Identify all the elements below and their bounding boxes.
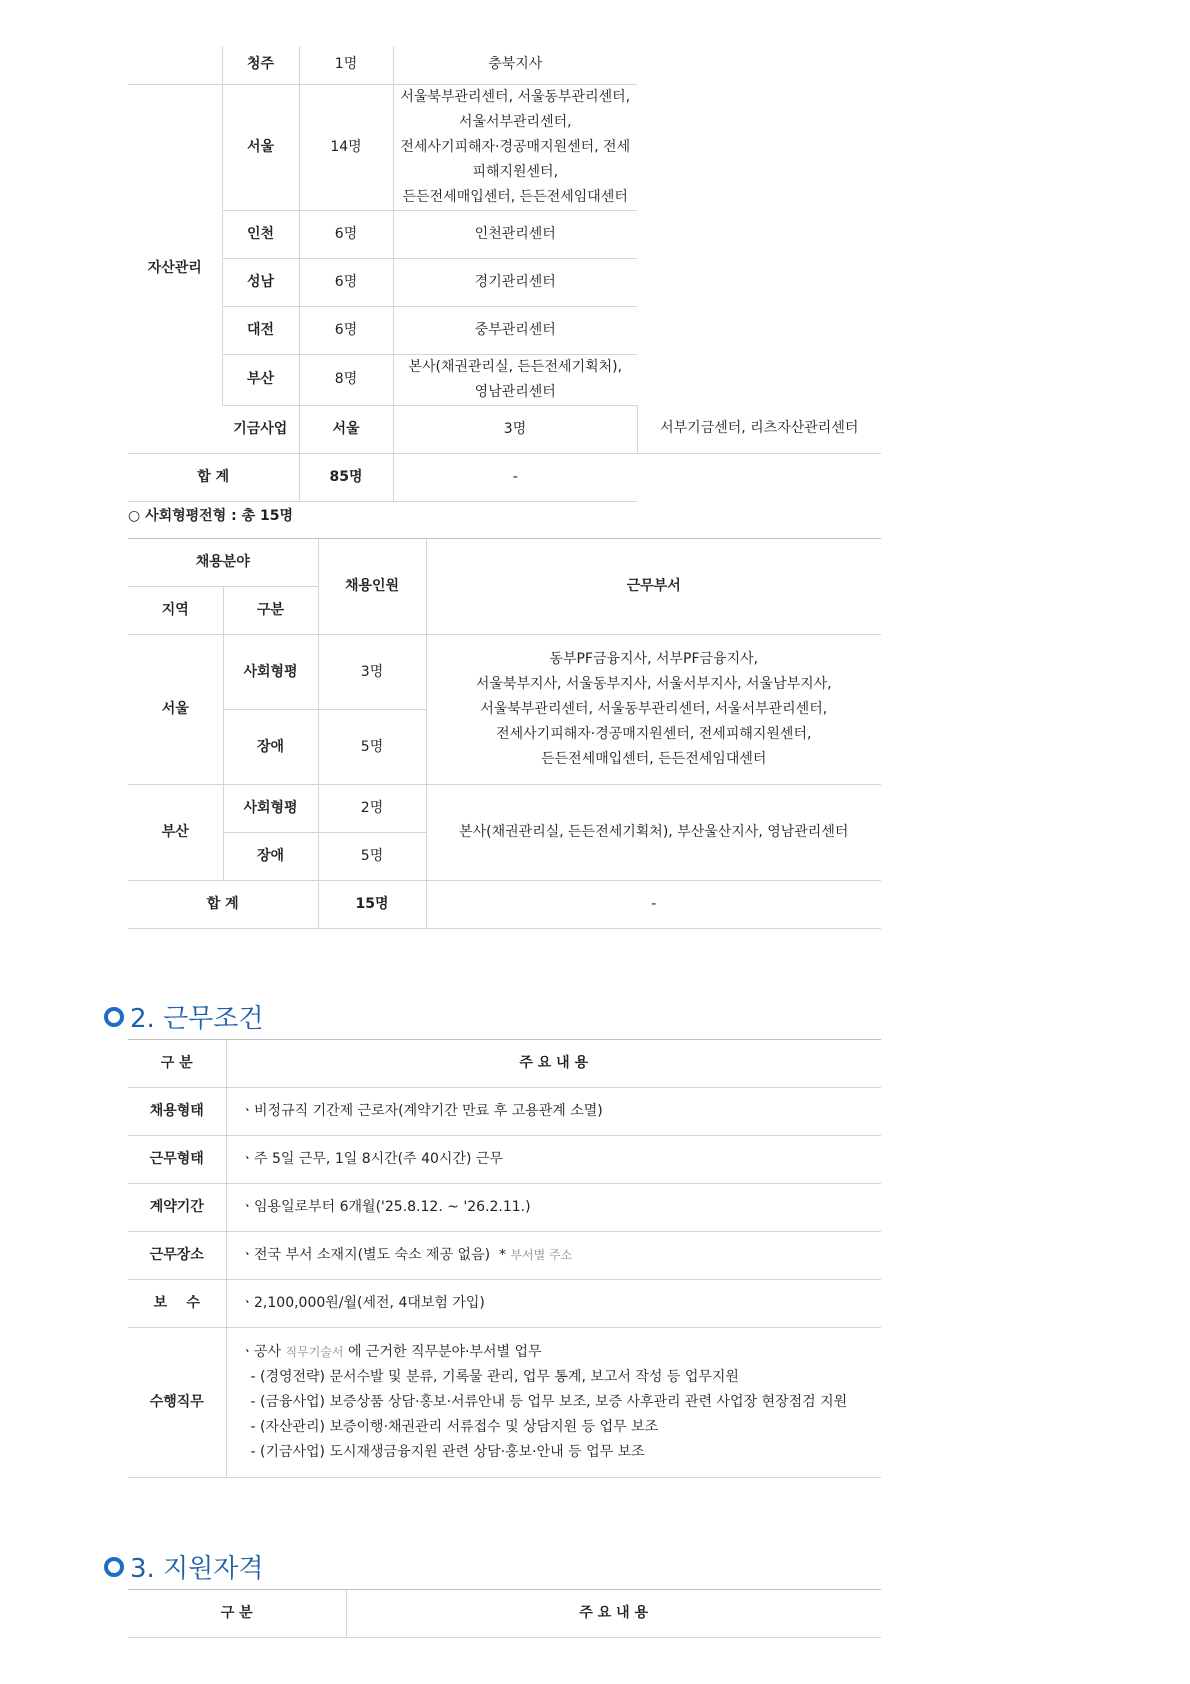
header-content: 주 요 내 용 [226, 1040, 881, 1088]
header-dept: 근무부서 [426, 539, 881, 635]
dept-cell: 본사(채권관리실, 든든전세기획처), 부산울산지사, 영남관리센터 [426, 785, 881, 881]
count-cell: 8명 [299, 354, 393, 405]
region-cell: 서울 [222, 84, 299, 210]
job-description-link[interactable]: 직무기술서 [285, 1345, 344, 1359]
address-link[interactable]: 부서별 주소 [510, 1248, 573, 1262]
region-cell: 청주 [222, 46, 299, 84]
count-cell: 5명 [318, 833, 426, 881]
total-label: 합 계 [128, 881, 318, 929]
dept-line: 전세사기피해자·경공매지원센터, 전세피해지원센터, [496, 726, 812, 742]
row-label: 채용형태 [128, 1088, 226, 1136]
count-cell: 6명 [299, 306, 393, 354]
header-field: 채용분야 [128, 539, 318, 587]
dept-cell [426, 635, 881, 785]
duty-line: - (금융사업) 보증상품 상담·홍보·서류안내 등 업무 보조, 보증 사후관리 관련 사업장 현장점검 지원 [250, 1394, 848, 1410]
section-2-heading [104, 998, 264, 1035]
bullet-circle-icon [104, 1007, 124, 1027]
total-count: 85명 [299, 453, 393, 501]
row-label: 계약기간 [128, 1184, 226, 1232]
header-content: 주 요 내 용 [346, 1590, 881, 1638]
group-cell-top [128, 46, 222, 84]
count-cell: 5명 [318, 710, 426, 785]
dept-cell: 인천관리센터 [393, 210, 637, 258]
row-label: 근무형태 [128, 1136, 226, 1184]
row-cell [226, 1232, 881, 1280]
group-cell-fund: 기금사업 [222, 405, 299, 453]
row-text: ㆍ임용일로부터 6개월('25.8.12. ~ '26.2.11.) [226, 1184, 881, 1232]
count-cell: 3명 [393, 405, 637, 453]
dept-line: 든든전세매입센터, 든든전세임대센터 [541, 751, 767, 767]
section-2-title: 2. 근무조건 [130, 1004, 264, 1034]
dept-cell: 중부관리센터 [393, 306, 637, 354]
total-count: 15명 [318, 881, 426, 929]
duty-line: - (경영전략) 문서수발 및 분류, 기록물 관리, 업무 통계, 보고서 작성 등 업무지원 [250, 1369, 739, 1385]
work-conditions-table [128, 1039, 881, 1478]
region-cell: 서울 [299, 405, 393, 453]
region-seoul: 서울 [128, 635, 223, 785]
social-equity-title: ○ 사회형평전형 : 총 15명 [128, 508, 293, 524]
header-category: 구 분 [128, 1040, 226, 1088]
type-cell: 사회형평 [223, 785, 318, 833]
group-cell-asset: 자산관리 [128, 84, 222, 453]
duty-line: - (자산관리) 보증이행·채권관리 서류접수 및 상담지원 등 업무 보조 [250, 1419, 659, 1435]
header-type: 구분 [223, 587, 318, 635]
dept-cell: 서부기금센터, 리츠자산관리센터 [637, 405, 881, 453]
dept-cell: 본사(채권관리실, 든든전세기획처), 영남관리센터 [393, 354, 637, 405]
region-cell: 인천 [222, 210, 299, 258]
recruit-table-general [128, 46, 881, 502]
region-cell: 대전 [222, 306, 299, 354]
duty-suffix: 에 근거한 직무분야·부서별 업무 [347, 1344, 542, 1360]
region-cell: 성남 [222, 258, 299, 306]
total-dept: - [426, 881, 881, 929]
header-count: 채용인원 [318, 539, 426, 635]
row-label: 근무장소 [128, 1232, 226, 1280]
type-cell: 장애 [223, 833, 318, 881]
dept-cell: 경기관리센터 [393, 258, 637, 306]
duty-intro [241, 1340, 876, 1365]
total-label: 합 계 [128, 453, 299, 501]
dept-line: 동부PF금융지사, 서부PF금융지사, [549, 651, 759, 667]
duty-prefix: ㆍ공사 [240, 1344, 282, 1360]
section-3-title: 3. 지원자격 [130, 1554, 264, 1584]
header-region: 지역 [128, 587, 223, 635]
recruit-table-social [128, 538, 881, 929]
count-cell: 3명 [318, 635, 426, 710]
dept-cell: 충북지사 [393, 46, 637, 84]
count-cell: 1명 [299, 46, 393, 84]
duty-line: - (기금사업) 도시재생금융지원 관련 상담·홍보·안내 등 업무 보조 [250, 1444, 645, 1460]
type-cell: 사회형평 [223, 635, 318, 710]
count-cell: 6명 [299, 210, 393, 258]
dept-line: 든든전세매입센터, 든든전세임대센터 [402, 188, 628, 205]
region-cell: 부산 [222, 354, 299, 405]
duty-label: 수행직무 [128, 1328, 226, 1478]
section-3-heading [104, 1548, 264, 1585]
row-label: 보 수 [128, 1280, 226, 1328]
dept-line: 서울북부지사, 서울동부지사, 서울서부지사, 서울남부지사, [475, 676, 832, 692]
count-cell: 14명 [299, 84, 393, 210]
dept-line: 전세사기피해자·경공매지원센터, 전세피해지원센터, [400, 138, 631, 180]
qualification-table [128, 1589, 881, 1638]
bullet-circle-icon [104, 1557, 124, 1577]
dept-line: 서울북부관리센터, 서울동부관리센터, 서울서부관리센터, [480, 701, 828, 717]
row-text: ㆍ2,100,000원/월(세전, 4대보험 가입) [226, 1280, 881, 1328]
dept-cell [393, 84, 637, 210]
total-dept: - [393, 453, 637, 501]
row-text: ㆍ비정규직 기간제 근로자(계약기간 만료 후 고용관계 소멸) [226, 1088, 881, 1136]
row-text: ㆍ주 5일 근무, 1일 8시간(주 40시간) 근무 [226, 1136, 881, 1184]
row-text: ㆍ전국 부서 소재지(별도 숙소 제공 없음) * [240, 1247, 506, 1263]
duty-cell [226, 1328, 881, 1478]
type-cell: 장애 [223, 710, 318, 785]
count-cell: 2명 [318, 785, 426, 833]
count-cell: 6명 [299, 258, 393, 306]
dept-line: 서울북부관리센터, 서울동부관리센터, 서울서부관리센터, [400, 88, 631, 130]
header-category: 구 분 [128, 1590, 346, 1638]
region-busan: 부산 [128, 785, 223, 881]
